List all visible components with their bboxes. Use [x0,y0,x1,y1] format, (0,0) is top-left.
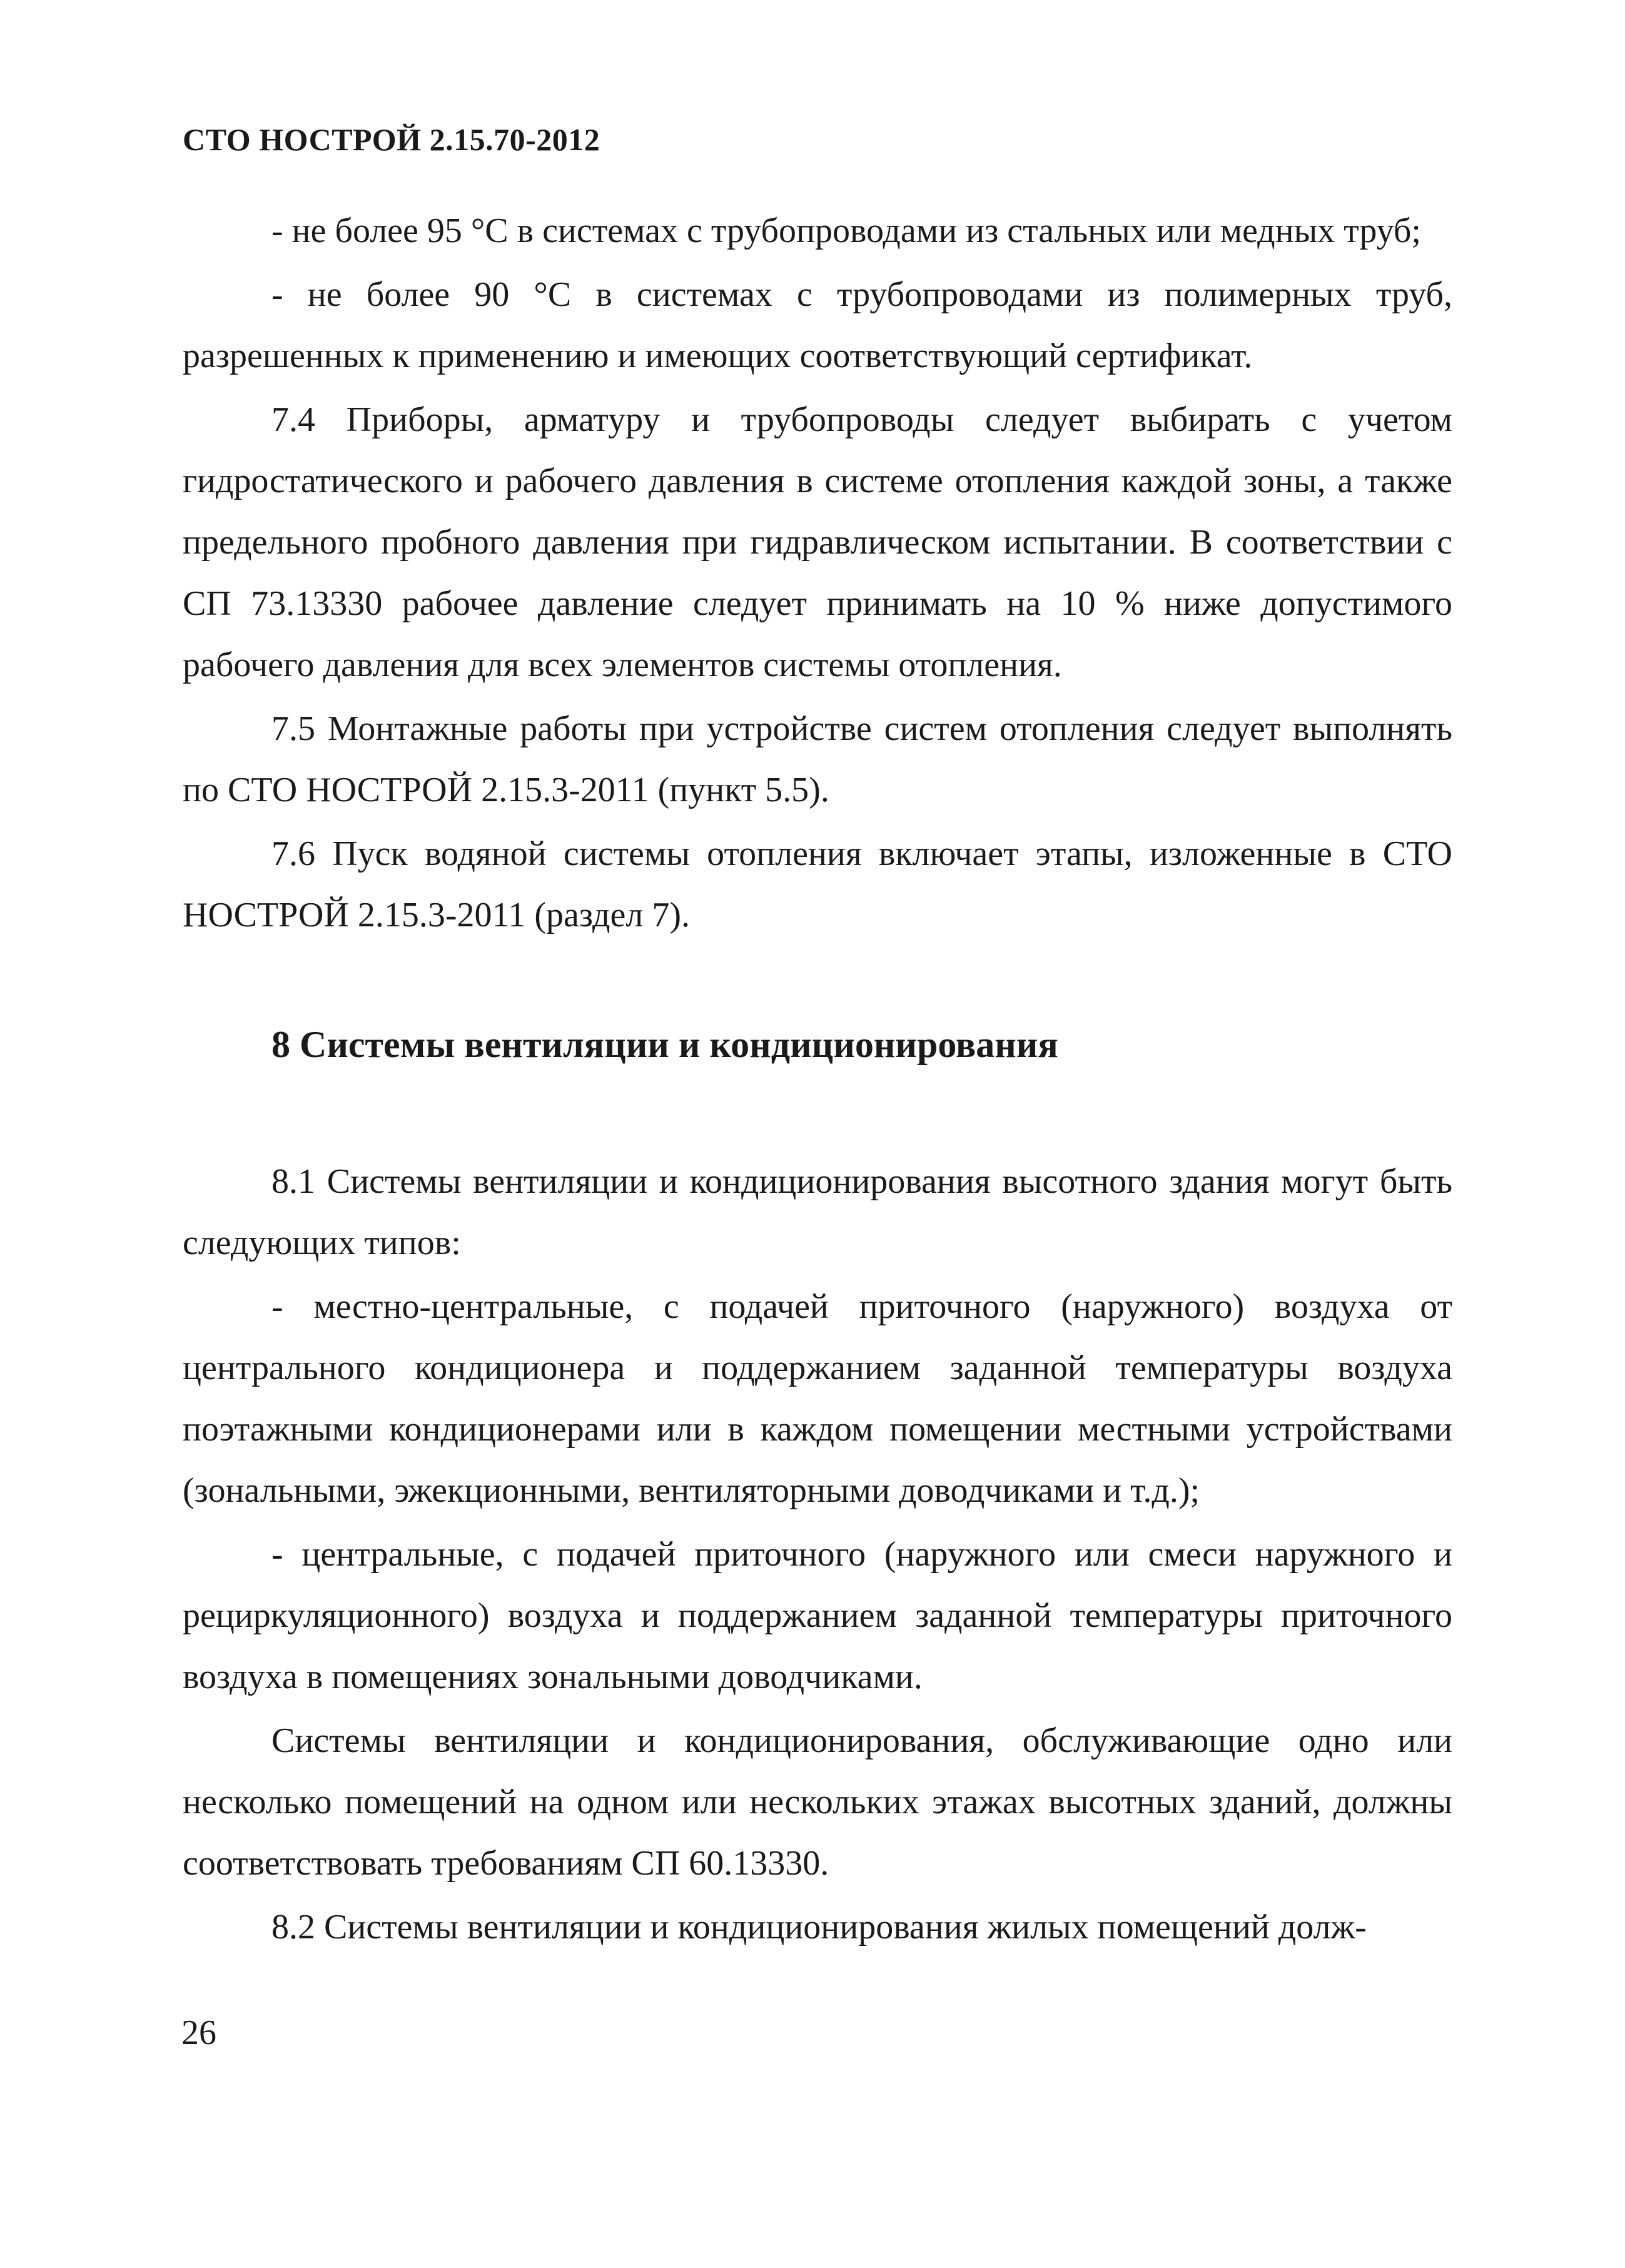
paragraph-7-5: 7.5 Монтажные работы при устройстве систем отопления следует выполнять по СТО НОСТРОЙ 2.15.3-2011 (пункт 5.5). [183,709,1452,809]
paragraph-max-temp-steel: - не более 95 °С в системах с трубопроводами из стальных или медных труб; [271,211,1421,250]
paragraph-max-temp-polymer: - не более 90 °С в системах с трубопроводами из полимерных труб, разрешенных к применению и имеющих соответствующий сертификат. [183,275,1452,375]
paragraph-7-6: 7.6 Пуск водяной системы отопления включает этапы, изложенные в СТО НОСТРОЙ 2.15.3-2011 (раздел 7). [183,834,1452,934]
paragraph-local-central: - местно-центральные, с подачей приточного (наружного) воздуха от центрального кондиционера и поддержанием заданной температуры воздуха поэтажными кондиционерами или в каждом помещении местными устройствами (зональными, эжекционными, вентиляторными доводчиками и т.д.); [183,1287,1452,1510]
paragraph-requirements: Системы вентиляции и кондиционирования, обслуживающие одно или несколько помещений на одном или нескольких этажах высотных зданий, должны соответствовать требованиям СП 60.13330. [183,1721,1452,1883]
document-header: СТО НОСТРОЙ 2.15.70-2012 [183,122,600,157]
paragraph-8-2: 8.2 Системы вентиляции и кондиционирования жилых помещений долж- [271,1908,1367,1947]
paragraph-7-4: 7.4 Приборы, арматуру и трубопроводы следует выбирать с учетом гидростатического и рабочего давления в системе отопления каждой зоны, а также предельного пробного давления при гидравлическом испытании. В соответствии с СП 73.13330 рабочее давление следует принимать на 10 % ниже допустимого рабочего давления для всех элементов системы отопления. [183,400,1452,684]
text-block-heating [183,200,1452,948]
text-block-ventilation [183,1151,1452,1960]
paragraph-central: - центральные, с подачей приточного (наружного или смеси наружного и рециркуляционного) воздуха и поддержанием заданной температуры приточного воздуха в помещениях зональными доводчиками. [183,1535,1452,1696]
page-number: 26 [181,2013,216,2052]
paragraph-8-1: 8.1 Системы вентиляции и кондиционирования высотного здания могут быть следующих типов: [183,1162,1452,1262]
section-heading-8: 8 Системы вентиляции и кондиционирования [271,1024,1058,1065]
